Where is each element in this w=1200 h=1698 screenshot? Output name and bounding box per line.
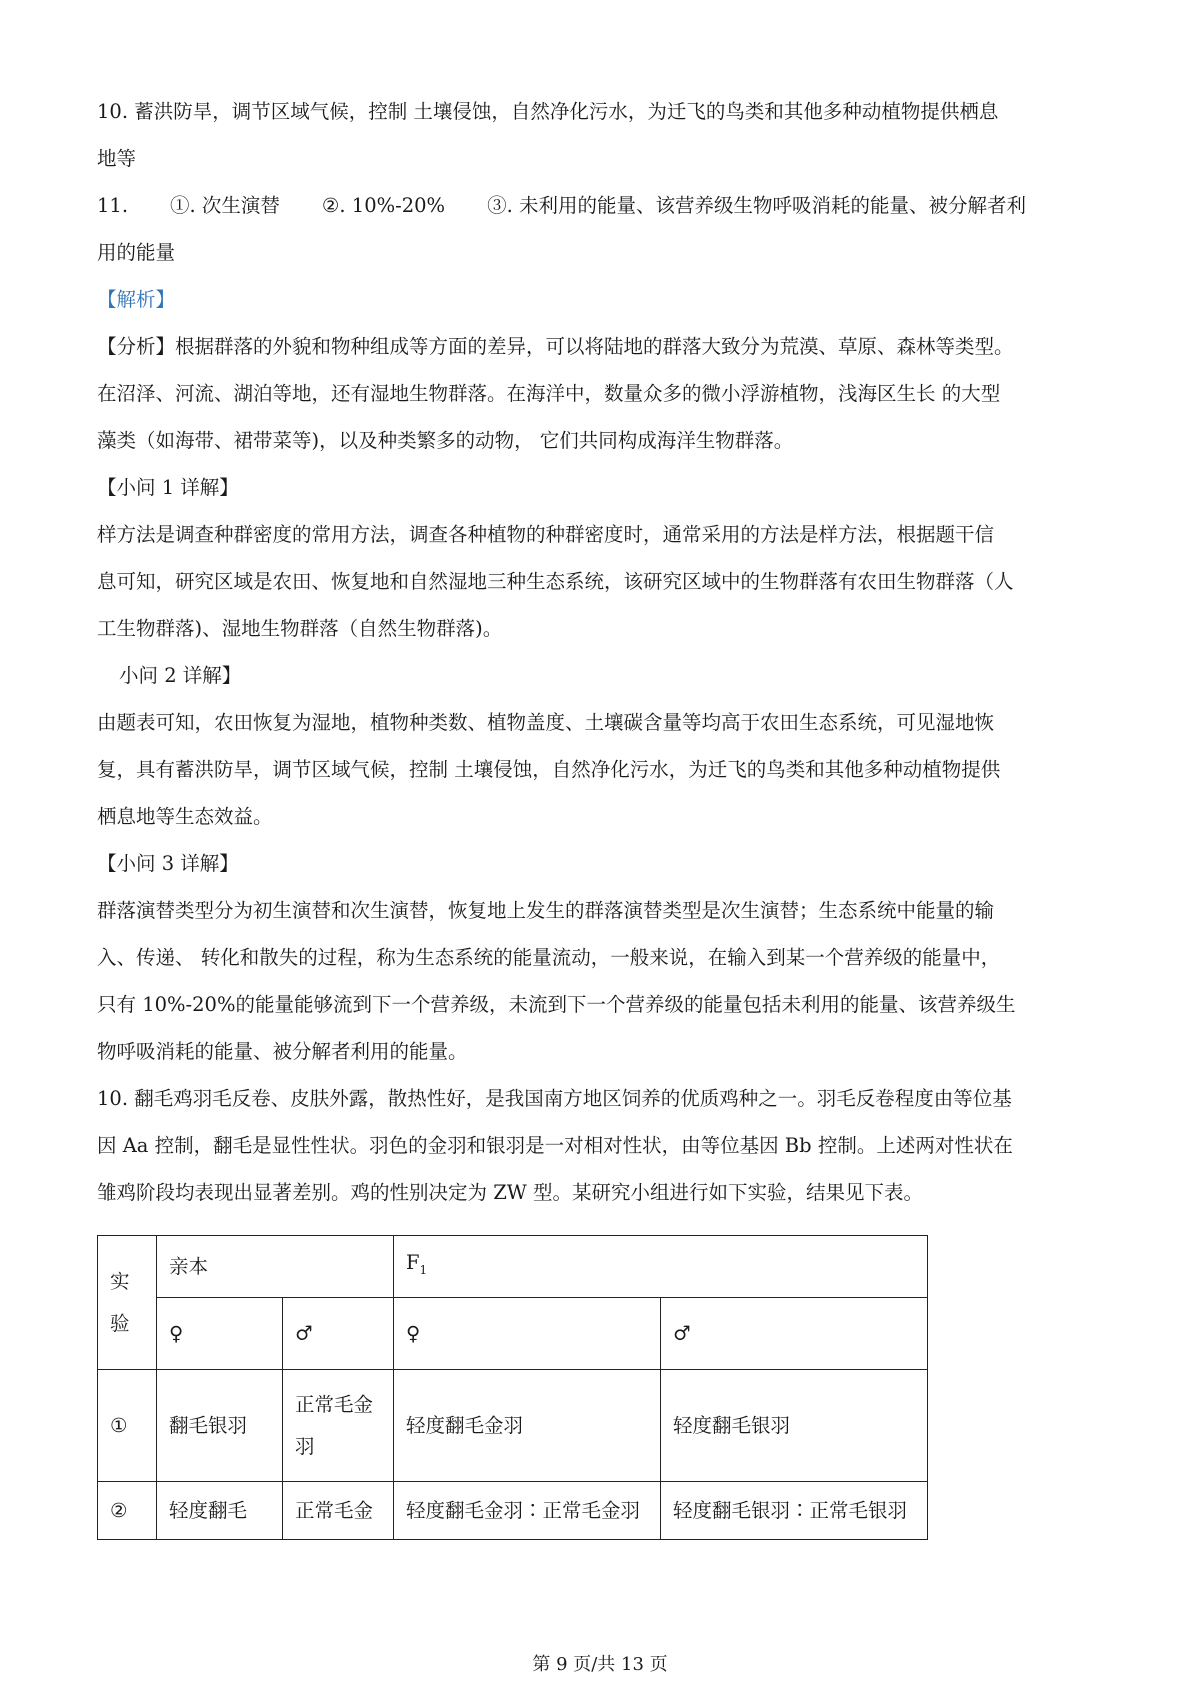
sub1-line2: 息可知，研究区域是农田、恢复地和自然湿地三种生态系统，该研究区域中的生物群落有农田生物群落（人 <box>97 570 1014 593</box>
sub3-line2: 入、传递、 转化和散失的过程，称为生态系统的能量流动，一般来说，在输入到某一个营养级的能量中， <box>97 946 1001 969</box>
row1-parent-male <box>283 1370 394 1482</box>
sub3-heading: 【小问 3 详解】 <box>97 852 239 875</box>
row2-parent-female: 轻度翻毛 <box>157 1482 283 1540</box>
page-footer: 第 9 页/共 13 页 <box>532 1654 668 1675</box>
header-parent: 亲本 <box>157 1236 394 1298</box>
row1-parent-male-line1: 正常毛金 <box>295 1392 374 1416</box>
header-experiment <box>98 1236 157 1370</box>
row2-f1-female: 轻度翻毛金羽∶正常毛金羽 <box>394 1482 661 1540</box>
answer-11-part-c: ③. 未利用的能量、该营养级生物呼吸消耗的能量、被分解者利 <box>487 194 1026 217</box>
sub1-heading: 【小问 1 详解】 <box>97 476 239 499</box>
answer-10-line1: 10. 蓄洪防旱，调节区域气候，控制 土壤侵蚀，自然净化污水，为迁飞的鸟类和其他多种动植物提供栖息 <box>97 100 999 123</box>
answer-10-line2: 地等 <box>97 147 137 170</box>
jiexi-label: 【解析】 <box>97 288 176 311</box>
sub3-line3: 只有 10%-20%的能量能够流到下一个营养级，未流到下一个营养级的能量包括未利用的能量、该营养级生 <box>97 993 1016 1016</box>
sub3-line1: 群落演替类型分为初生演替和次生演替，恢复地上发生的群落演替类型是次生演替；生态系统中能量的输 <box>97 899 995 922</box>
answer-11-line1 <box>97 182 1107 229</box>
answer-11-part-a: ①. 次生演替 <box>170 194 280 217</box>
row1-f1-male: 轻度翻毛银羽 <box>661 1370 928 1482</box>
table-row <box>98 1482 928 1540</box>
sub1-line1: 样方法是调查种群密度的常用方法，调查各种植物的种群密度时，通常采用的方法是样方法，根据题干信 <box>97 523 995 546</box>
analysis-line2: 在沼泽、河流、湖泊等地，还有湿地生物群落。在海洋中，数量众多的微小浮游植物，浅海区生长 的大型 <box>97 382 1001 405</box>
row2-f1-male: 轻度翻毛银羽∶正常毛银羽 <box>661 1482 928 1540</box>
answer-11-number: 11. <box>97 194 129 217</box>
row1-f1-female: 轻度翻毛金羽 <box>394 1370 661 1482</box>
sub3-line4: 物呼吸消耗的能量、被分解者利用的能量。 <box>97 1040 468 1063</box>
header-f1-sub: 1 <box>419 1262 428 1277</box>
experiment-table-wrapper <box>97 1235 928 1540</box>
header-parent-male: ♂ <box>283 1298 394 1370</box>
answer-11-line2: 用的能量 <box>97 241 176 264</box>
row1-parent-male-line2: 羽 <box>295 1434 315 1458</box>
header-f1-male: ♂ <box>661 1298 928 1370</box>
sub2-line2: 复，具有蓄洪防旱，调节区域气候，控制 土壤侵蚀，自然净化污水，为迁飞的鸟类和其他多种动植物提供 <box>97 758 1001 781</box>
analysis-line1: 【分析】根据群落的外貌和物种组成等方面的差异，可以将陆地的群落大致分为荒漠、草原、森林等类型。 <box>97 335 1014 358</box>
sub2-heading: 小问 2 详解】 <box>119 664 242 687</box>
sub1-line3: 工生物群落)、湿地生物群落（自然生物群落)。 <box>97 617 503 640</box>
header-experiment-char2: 验 <box>110 1311 130 1335</box>
page-content <box>97 88 1107 1216</box>
question10-line3: 雏鸡阶段均表现出显著差别。鸡的性别决定为 ZW 型。某研究小组进行如下实验，结果见下表。 <box>97 1181 923 1204</box>
header-experiment-char1: 实 <box>110 1269 130 1293</box>
sub2-line3: 栖息地等生态效益。 <box>97 805 273 828</box>
header-f1 <box>394 1236 928 1298</box>
header-f1-base: F <box>406 1251 420 1275</box>
answer-11-part-b: ②. 10%-20% <box>321 194 446 217</box>
header-parent-female: ♀ <box>157 1298 283 1370</box>
row1-id: ① <box>98 1370 157 1482</box>
header-f1-female: ♀ <box>394 1298 661 1370</box>
experiment-table <box>97 1235 928 1540</box>
row2-id: ② <box>98 1482 157 1540</box>
table-row <box>98 1370 928 1482</box>
analysis-line3: 藻类（如海带、裙带菜等)，以及种类繁多的动物， 它们共同构成海洋生物群落。 <box>97 429 794 452</box>
row2-parent-male: 正常毛金 <box>283 1482 394 1540</box>
question10-line2: 因 Aa 控制，翻毛是显性性状。羽色的金羽和银羽是一对相对性状，由等位基因 Bb 控制。上述两对性状在 <box>97 1134 1013 1157</box>
row1-parent-female: 翻毛银羽 <box>157 1370 283 1482</box>
sub2-line1: 由题表可知，农田恢复为湿地，植物种类数、植物盖度、土壤碳含量等均高于农田生态系统，可见湿地恢 <box>97 711 995 734</box>
question10-line1: 10. 翻毛鸡羽毛反卷、皮肤外露，散热性好，是我国南方地区饲养的优质鸡种之一。羽毛反卷程度由等位基 <box>97 1087 1012 1110</box>
